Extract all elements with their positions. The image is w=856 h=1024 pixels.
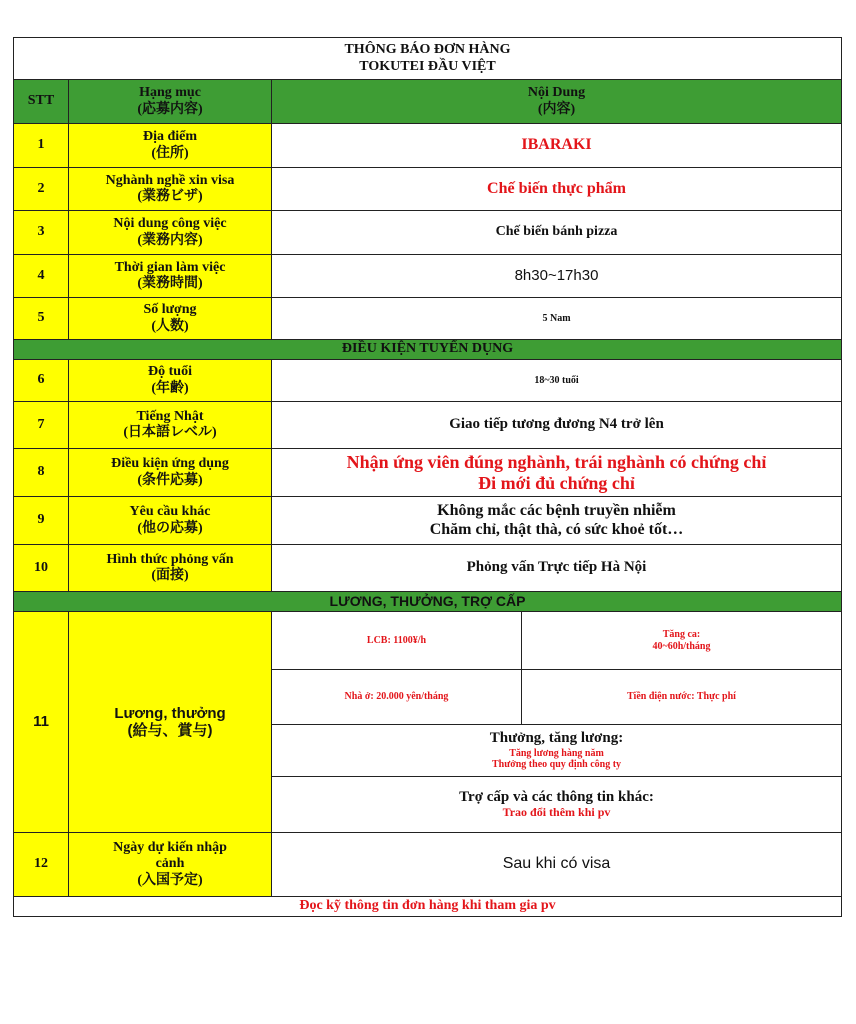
row-label bbox=[69, 833, 272, 897]
row-number: 5 bbox=[14, 298, 69, 340]
row-value-line-1: Không mắc các bệnh truyền nhiễm bbox=[437, 502, 676, 520]
row-label-text: Yêu cầu khác bbox=[129, 504, 211, 520]
row-number: 1 bbox=[14, 124, 69, 168]
table-row bbox=[14, 211, 842, 255]
row-number: 4 bbox=[14, 255, 69, 298]
row-value bbox=[272, 449, 842, 497]
row-number: 10 bbox=[14, 545, 69, 592]
row-number: 7 bbox=[14, 402, 69, 449]
col-category-jp: (応募内容) bbox=[137, 101, 203, 117]
row-label-text: Tiếng Nhật bbox=[136, 408, 204, 424]
row-value-line-2: Đi mới đủ chứng chỉ bbox=[478, 472, 635, 493]
row-label bbox=[69, 545, 272, 592]
basic-salary: LCB: 1100¥/h bbox=[272, 612, 522, 670]
row-label-jp: (面接) bbox=[151, 568, 189, 583]
footer-note: Đọc kỹ thông tin đơn hàng khi tham gia pv bbox=[14, 897, 842, 917]
row-label-jp: (他の応募) bbox=[137, 520, 203, 536]
overtime-value: 40~60h/tháng bbox=[652, 640, 711, 652]
bonus-cell bbox=[272, 725, 842, 777]
column-header-row bbox=[14, 80, 842, 124]
row-label-jp: (業務時間) bbox=[137, 276, 203, 291]
col-content-label: Nội Dung bbox=[527, 85, 586, 101]
row-value: Chế biến thực phẩm bbox=[272, 168, 842, 211]
col-category-header bbox=[69, 80, 272, 124]
row-label-jp: (業務内容) bbox=[137, 232, 203, 248]
table-row bbox=[14, 298, 842, 340]
row-number: 8 bbox=[14, 449, 69, 497]
row-number: 6 bbox=[14, 360, 69, 402]
row-value: 5 Nam bbox=[272, 298, 842, 340]
row-label bbox=[69, 360, 272, 402]
salary-label-text: Lương, thưởng bbox=[114, 704, 226, 722]
col-content-jp: (内容) bbox=[537, 101, 576, 117]
row-value: IBARAKI bbox=[272, 124, 842, 168]
row-label-text: Nghành nghề xin visa bbox=[105, 172, 235, 188]
row-label-jp: (条件応募) bbox=[137, 472, 203, 488]
table-row bbox=[14, 168, 842, 211]
table-row bbox=[14, 833, 842, 897]
row-number: 3 bbox=[14, 211, 69, 255]
row-label bbox=[69, 449, 272, 497]
allowance-title: Trợ cấp và các thông tin khác: bbox=[459, 788, 654, 805]
col-category-label: Hạng mục bbox=[139, 85, 201, 101]
row-value: Giao tiếp tương đương N4 trở lên bbox=[272, 402, 842, 449]
salary-label bbox=[69, 612, 272, 833]
col-stt-header: STT bbox=[14, 80, 69, 124]
row-label-text: Thời gian làm việc bbox=[114, 259, 226, 275]
table-row bbox=[14, 545, 842, 592]
row-label bbox=[69, 255, 272, 298]
row-value-line-2: Chăm chỉ, thật thà, có sức khoẻ tốt… bbox=[429, 520, 684, 538]
housing-cost: Nhà ở: 20.000 yên/tháng bbox=[272, 670, 522, 725]
allowance-cell bbox=[272, 777, 842, 833]
allowance-line-1: Trao đổi thêm khi pv bbox=[502, 805, 611, 820]
table-row bbox=[14, 124, 842, 168]
section-row bbox=[14, 340, 842, 360]
entry-label-line-1: Ngày dự kiến nhập bbox=[113, 840, 227, 856]
title-line-1: THÔNG BÁO ĐƠN HÀNG bbox=[344, 42, 511, 58]
entry-label-jp: (入国予定) bbox=[137, 872, 203, 888]
bonus-line-1: Tăng lương hàng năm bbox=[509, 747, 604, 759]
row-label-text: Hình thức phỏng vấn bbox=[106, 551, 234, 567]
row-value: 8h30~17h30 bbox=[272, 255, 842, 298]
title-row bbox=[14, 38, 842, 80]
entry-value: Sau khi có visa bbox=[272, 833, 842, 897]
bonus-title: Thưởng, tăng lương: bbox=[489, 730, 624, 747]
table-row bbox=[14, 497, 842, 545]
overtime-cell bbox=[522, 612, 842, 670]
table-row bbox=[14, 402, 842, 449]
row-label bbox=[69, 402, 272, 449]
row-label-text: Địa điểm bbox=[142, 129, 198, 145]
row-number: 12 bbox=[14, 833, 69, 897]
row-label-jp: (年齢) bbox=[151, 380, 189, 396]
row-value-line-1: Nhận ứng viên đúng nghành, trái nghành có chứng chỉ bbox=[346, 451, 767, 472]
section-salary-title: LƯƠNG, THƯỞNG, TRỢ CẤP bbox=[14, 592, 842, 612]
row-label-jp: (人数) bbox=[151, 318, 189, 334]
row-label bbox=[69, 298, 272, 340]
entry-label-line-2: cảnh bbox=[155, 856, 185, 872]
row-number: 2 bbox=[14, 168, 69, 211]
row-label bbox=[69, 211, 272, 255]
footer-row bbox=[14, 897, 842, 917]
row-label-jp: (日本語レベル) bbox=[123, 425, 217, 440]
row-value: Phỏng vấn Trực tiếp Hà Nội bbox=[272, 545, 842, 592]
row-label-text: Số lượng bbox=[143, 302, 197, 318]
row-label-text: Nội dung công việc bbox=[113, 216, 227, 232]
bonus-line-2: Thưởng theo quy định công ty bbox=[491, 759, 622, 771]
title-line-2: TOKUTEI ĐẦU VIỆT bbox=[359, 58, 496, 74]
table-row bbox=[14, 360, 842, 402]
row-label-jp: (住所) bbox=[151, 145, 189, 161]
overtime-label: Tăng ca: bbox=[662, 629, 701, 640]
section-row bbox=[14, 592, 842, 612]
row-number: 9 bbox=[14, 497, 69, 545]
utilities-cost: Tiền điện nước: Thực phí bbox=[522, 670, 842, 725]
row-label bbox=[69, 124, 272, 168]
table-row bbox=[14, 255, 842, 298]
notice-title bbox=[14, 38, 842, 80]
row-number: 11 bbox=[14, 612, 69, 833]
order-notice-table bbox=[13, 37, 842, 917]
row-label bbox=[69, 168, 272, 211]
salary-row bbox=[14, 612, 842, 670]
salary-label-jp: (給与、賞与) bbox=[127, 722, 213, 739]
row-label-text: Điều kiện ứng dụng bbox=[111, 456, 229, 472]
row-value bbox=[272, 497, 842, 545]
row-label-jp: (業務ビザ) bbox=[137, 189, 203, 204]
table-row bbox=[14, 449, 842, 497]
row-label bbox=[69, 497, 272, 545]
section-recruit-title: ĐIỀU KIỆN TUYỂN DỤNG bbox=[14, 340, 842, 360]
row-value: 18~30 tuổi bbox=[272, 360, 842, 402]
row-label-text: Độ tuổi bbox=[148, 364, 192, 380]
col-content-header bbox=[272, 80, 842, 124]
row-value: Chế biến bánh pizza bbox=[272, 211, 842, 255]
